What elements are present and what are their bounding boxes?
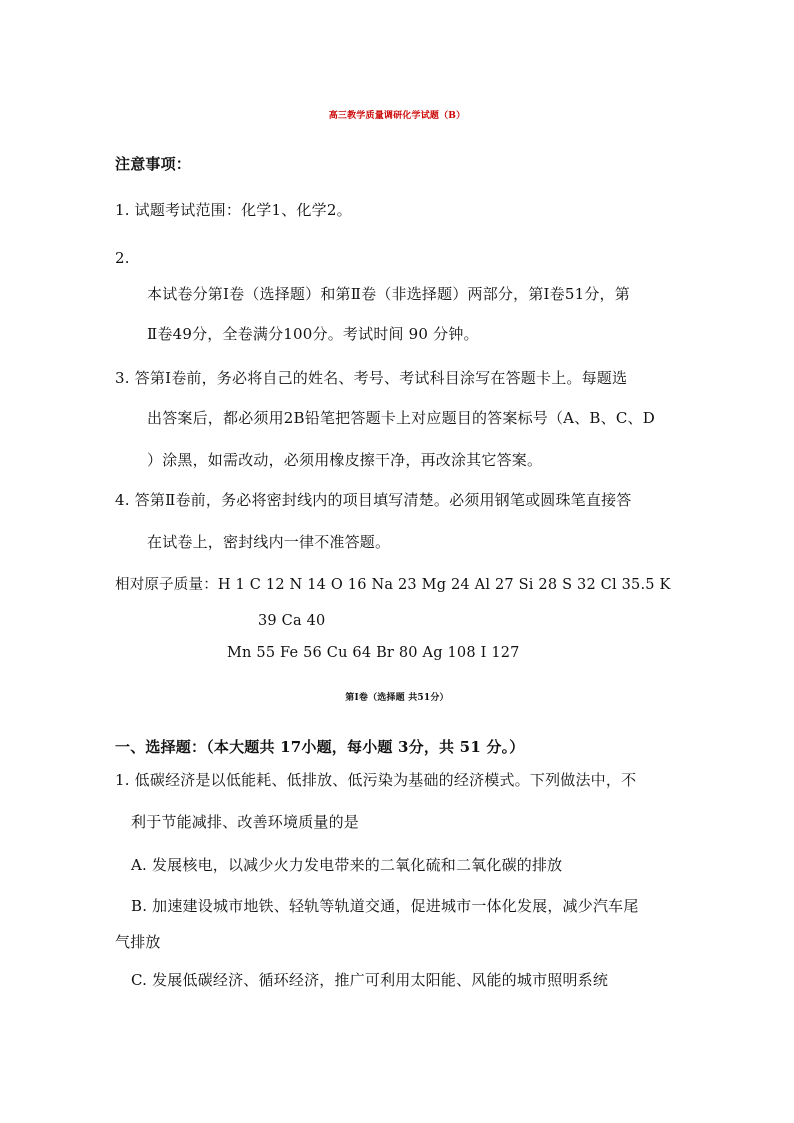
question-1-option-b-line-2: 气排放	[115, 933, 161, 951]
notice-item-4-line-1: 4. 答第Ⅱ卷前，务必将密封线内的项目填写清楚。必须用钢笔或圆珠笔直接答	[115, 491, 632, 509]
notice-item-1: 1. 试题考试范围：化学1、化学2。	[115, 201, 352, 219]
notice-item-3-line-2: 出答案后，都必须用2B铅笔把答题卡上对应题目的答案标号（A、B、C、D	[147, 409, 655, 427]
atomic-mass-line-3: Mn 55 Fe 56 Cu 64 Br 80 Ag 108 I 127	[227, 645, 520, 661]
notice-item-3-line-3: ）涂黑，如需改动，必须用橡皮擦干净，再改涂其它答案。	[147, 451, 543, 469]
notice-item-2-line-2: Ⅱ卷49分，全卷满分100分。考试时间 90 分钟。	[147, 325, 479, 343]
notice-item-2-line-1: 本试卷分第Ⅰ卷（选择题）和第Ⅱ卷（非选择题）两部分，第Ⅰ卷51分，第	[147, 285, 630, 303]
notice-item-3-line-1: 3. 答第Ⅰ卷前，务必将自己的姓名、考号、考试科目涂写在答题卡上。每题选	[115, 369, 628, 387]
question-1-stem-line-1: 1. 低碳经济是以低能耗、低排放、低污染为基础的经济模式。下列做法中，不	[115, 771, 637, 789]
question-1-stem-line-2: 利于节能减排、改善环境质量的是	[131, 813, 360, 831]
section-title: 第Ⅰ卷（选择题 共51分）	[345, 693, 449, 703]
section-subheading: 一、选择题：（本大题共 17小题，每小题 3分，共 51 分。）	[115, 738, 525, 756]
question-1-option-b-line-1: B. 加速建设城市地铁、轻轨等轨道交通，促进城市一体化发展，减少汽车尾	[131, 897, 639, 915]
notice-heading: 注意事项：	[115, 155, 192, 173]
atomic-mass-line-1: 相对原子质量：H 1 C 12 N 14 O 16 Na 23 Mg 24 Al 27 Si 28 S 32 Cl 35.5 K	[115, 577, 671, 593]
notice-item-4-line-2: 在试卷上，密封线内一律不准答题。	[147, 533, 391, 551]
question-1-option-a: A. 发展核电，以减少火力发电带来的二氧化硫和二氧化碳的排放	[131, 856, 563, 874]
question-1-option-c: C. 发展低碳经济、循环经济，推广可利用太阳能、风能的城市照明系统	[131, 971, 609, 989]
atomic-mass-line-2: 39 Ca 40	[258, 613, 326, 629]
notice-item-2-number: 2.	[115, 249, 130, 267]
page-title: 高三教学质量调研化学试题（B）	[328, 111, 466, 121]
